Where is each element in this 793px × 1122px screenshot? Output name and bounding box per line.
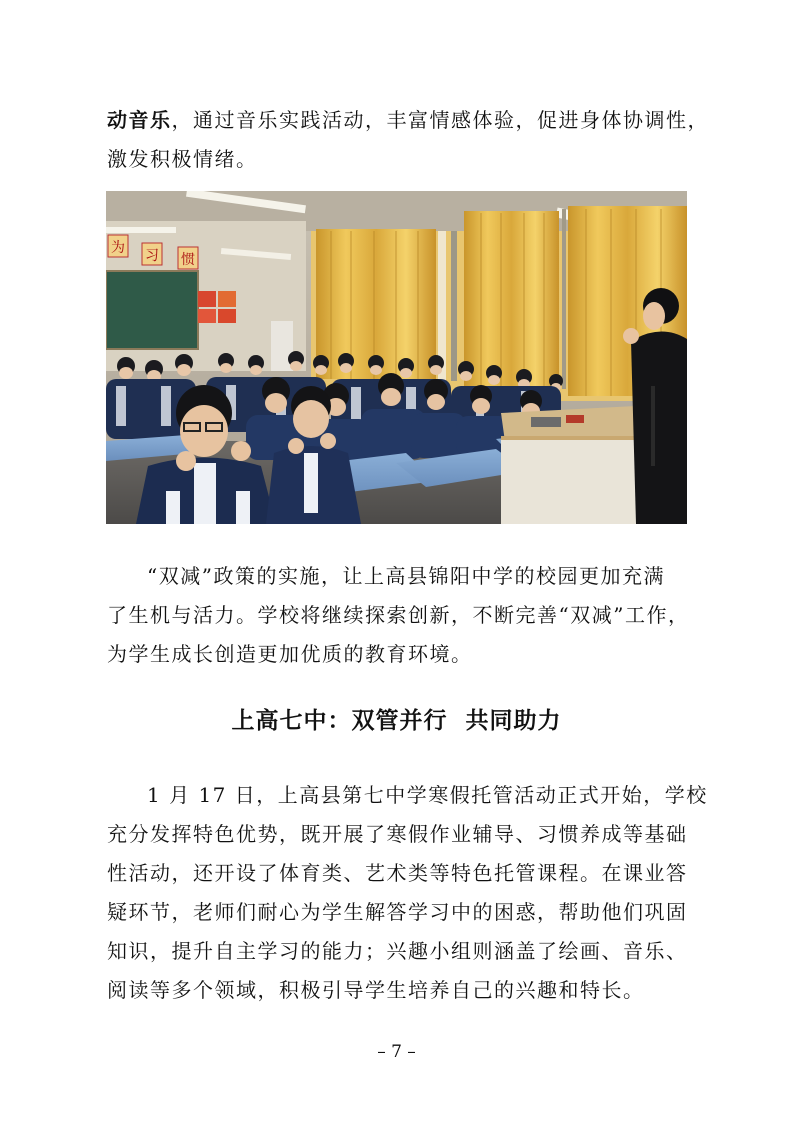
intro-paragraph (107, 101, 709, 179)
page-number: – 7 – (377, 1042, 416, 1062)
intro-line-1-rest: ，通过音乐实践活动，丰富情感体验，促进身体协调性， (171, 108, 709, 132)
classroom-photo (106, 191, 687, 524)
qizhong-line-4: 疑环节，老师们耐心为学生解答学习中的困惑，帮助他们巩固 (107, 900, 688, 924)
qizhong-line-6: 阅读等多个领域，积极引导学生培养自己的兴趣和特长。 (107, 978, 645, 1002)
section-heading: 上高七中：双管并行 共同助力 (231, 708, 562, 734)
shuangjian-line-2: 了生机与活力。学校将继续探索创新，不断完善“双减”工作， (107, 603, 690, 627)
intro-bold-lead: 动音乐 (107, 108, 172, 132)
intro-line-2: 激发积极情绪。 (107, 147, 258, 171)
qizhong-line-2: 充分发挥特色优势，既开展了寒假作业辅导、习惯养成等基础 (107, 822, 688, 846)
wall-char-3: 惯 (181, 252, 195, 268)
qizhong-paragraph (107, 776, 708, 1010)
wall-char-2: 习 (145, 248, 159, 264)
wall-char-1: 为 (111, 240, 125, 256)
shuangjian-line-1: “双减”政策的实施，让上高县锦阳中学的校园更加充满 (147, 564, 665, 588)
qizhong-line-3: 性活动，还开设了体育类、艺术类等特色托管课程。在课业答 (107, 861, 688, 885)
qizhong-line-1: 1 月 17 日，上高县第七中学寒假托管活动正式开始，学校 (147, 783, 708, 807)
classroom-photo-illustration (106, 191, 687, 524)
qizhong-line-5: 知识，提升自主学习的能力；兴趣小组则涵盖了绘画、音乐、 (107, 939, 688, 963)
shuangjian-paragraph (107, 557, 692, 674)
shuangjian-line-3: 为学生成长创造更加优质的教育环境。 (107, 642, 473, 666)
intro-line-1 (107, 101, 709, 140)
